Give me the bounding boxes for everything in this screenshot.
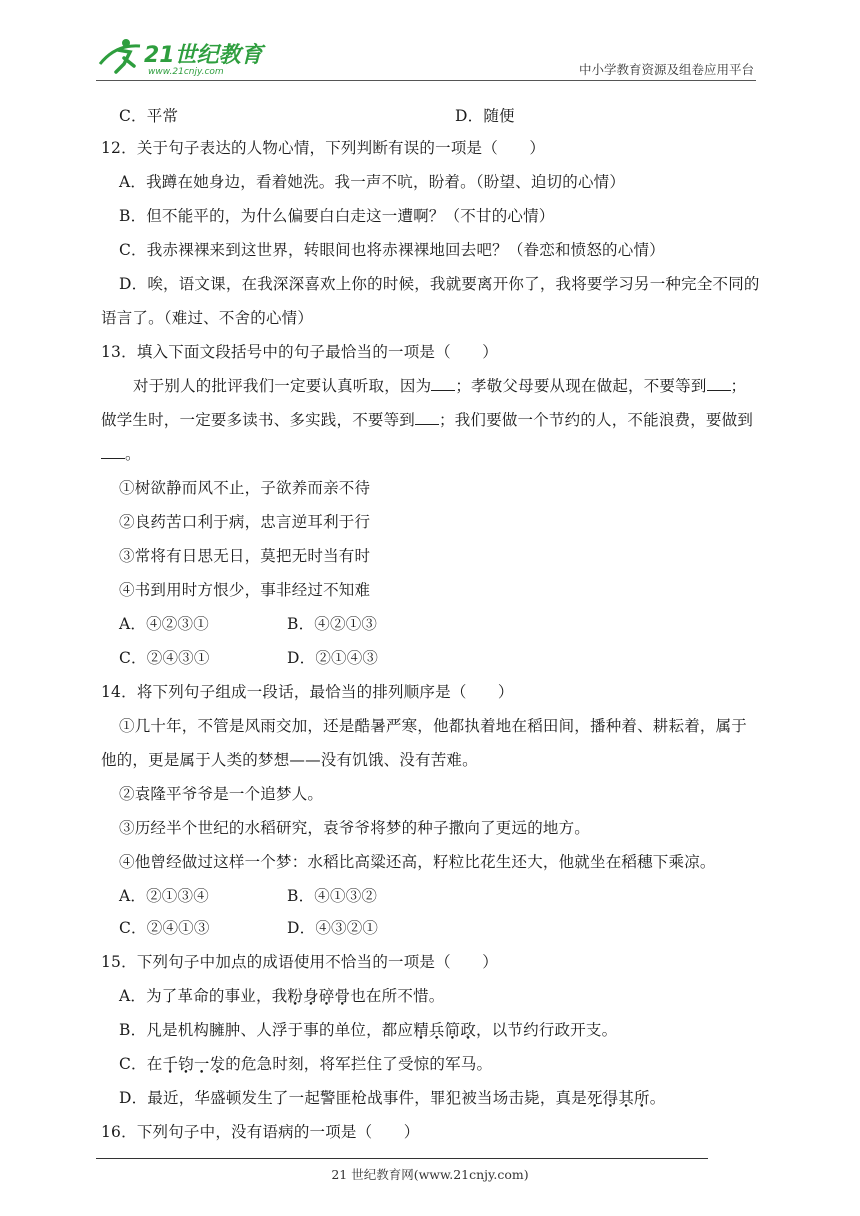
text-segment: 14．将下列句子组成一段话，最恰当的排列顺序是（ ） bbox=[101, 683, 514, 701]
text-line bbox=[119, 240, 665, 260]
text-line bbox=[119, 614, 209, 634]
text-segment: ①树欲静而风不止，子欲养而亲不待 bbox=[119, 479, 371, 497]
text-segment: 15．下列句子中加点的成语使用不恰当的一项是（ ） bbox=[101, 953, 498, 971]
text-segment: 对于别人的批评我们一定要认真听取，因为 bbox=[133, 377, 432, 395]
fill-in-blank bbox=[415, 410, 439, 425]
text-line bbox=[101, 682, 514, 702]
text-segment: 语言了。（难过、不舍的心情） bbox=[101, 309, 314, 327]
text-line bbox=[119, 478, 370, 498]
text-line bbox=[119, 986, 444, 1006]
text-segment: D．唉，语文课，在我深深喜欢上你的时候，我就要离开你了，我将要学习另一种完全不同的 bbox=[119, 275, 760, 293]
footer-divider bbox=[96, 1158, 708, 1159]
fill-in-blank bbox=[707, 376, 731, 391]
text-line bbox=[119, 716, 747, 736]
dotted-idiom: 精兵简政 bbox=[413, 1021, 477, 1039]
text-line bbox=[119, 648, 210, 668]
dotted-idiom: 粉身碎骨 bbox=[287, 987, 351, 1005]
text-line bbox=[101, 138, 545, 158]
text-segment: D．④③②① bbox=[287, 919, 379, 937]
fill-in-blank bbox=[431, 376, 455, 391]
text-line bbox=[119, 512, 370, 532]
text-line bbox=[119, 546, 370, 566]
text-segment: C．在 bbox=[119, 1055, 163, 1073]
page-header bbox=[96, 34, 756, 82]
text-segment: 他的，更是属于人类的梦想——没有饥饿、没有苦难。 bbox=[101, 751, 478, 769]
dotted-idiom: 千钧一发 bbox=[162, 1055, 226, 1073]
logo-text: 21世纪教育 bbox=[144, 43, 263, 68]
text-segment: ④他曾经做过这样一个梦：水稻比高粱还高，籽粒比花生还大，他就坐在稻穗下乘凉。 bbox=[119, 853, 716, 871]
text-segment: ③历经半个世纪的水稻研究，袁爷爷将梦的种子撒向了更远的地方。 bbox=[119, 819, 591, 837]
text-segment: A．为了革命的事业，我 bbox=[119, 987, 288, 1005]
text-line bbox=[119, 274, 760, 294]
text-segment: A．②①③④ bbox=[119, 887, 209, 905]
text-segment: A．④②③① bbox=[119, 615, 209, 633]
text-segment: C．②④③① bbox=[119, 649, 210, 667]
text-line bbox=[101, 1122, 419, 1142]
text-line bbox=[119, 886, 209, 906]
dotted-idiom: 死得其所 bbox=[586, 1089, 650, 1107]
text-segment: 。 bbox=[649, 1089, 666, 1107]
text-line bbox=[133, 376, 746, 396]
text-segment: ； bbox=[730, 377, 747, 395]
text-segment: 。 bbox=[125, 445, 141, 463]
text-segment: 12．关于句子表达的人物心情，下列判断有误的一项是（ ） bbox=[101, 139, 546, 157]
text-line bbox=[119, 918, 210, 938]
text-segment: 16．下列句子中，没有语病的一项是（ ） bbox=[101, 1123, 420, 1141]
text-line bbox=[119, 852, 716, 872]
text-line bbox=[119, 818, 590, 838]
text-segment: B．凡是机构臃肿、人浮于事的单位，都应 bbox=[119, 1021, 414, 1039]
text-segment: 也在所不惜。 bbox=[350, 987, 445, 1005]
text-segment: ④书到用时方恨少，事非经过不知难 bbox=[119, 581, 371, 599]
text-line bbox=[119, 172, 625, 192]
logo-url: www.21cnjy.com bbox=[148, 67, 224, 77]
fill-in-blank bbox=[101, 444, 125, 459]
text-line bbox=[119, 106, 178, 126]
text-line bbox=[101, 308, 313, 328]
text-segment: ，以节约行政开支。 bbox=[476, 1021, 618, 1039]
text-line bbox=[287, 648, 378, 668]
text-line bbox=[287, 918, 378, 938]
text-line bbox=[101, 410, 753, 430]
text-line bbox=[101, 750, 478, 770]
text-line bbox=[119, 206, 555, 226]
text-line bbox=[119, 1088, 665, 1108]
text-segment: ；孝敬父母要从现在做起，不要等到 bbox=[455, 377, 707, 395]
text-segment: 的危急时刻，将军拦住了受惊的军马。 bbox=[225, 1055, 493, 1073]
text-segment: D．最近，华盛顿发生了一起警匪枪战事件，罪犯被当场击毙，真是 bbox=[119, 1089, 587, 1107]
text-segment: B．④①③② bbox=[287, 887, 378, 905]
text-segment: ；我们要做一个节约的人，不能浪费，要做到 bbox=[439, 411, 754, 429]
text-segment: D．②①④③ bbox=[287, 649, 379, 667]
text-segment: C．平常 bbox=[119, 107, 179, 125]
text-segment: ③常将有日思无日，莫把无时当有时 bbox=[119, 547, 371, 565]
text-segment: 做学生时，一定要多读书、多实践，不要等到 bbox=[101, 411, 416, 429]
text-segment: ②良药苦口利于病，忠言逆耳利于行 bbox=[119, 513, 371, 531]
text-segment: B．④②①③ bbox=[287, 615, 378, 633]
text-segment: C．我赤裸裸来到这世界，转眼间也将赤裸裸地回去吧？（眷恋和愤怒的心情） bbox=[119, 241, 665, 259]
footer-text: 21 世纪教育网(www.21cnjy.com) bbox=[331, 1167, 529, 1182]
site-logo bbox=[96, 34, 266, 78]
header-platform-text: 中小学教育资源及组卷应用平台 bbox=[578, 62, 754, 77]
text-line bbox=[287, 614, 377, 634]
text-segment: 13．填入下面文段括号中的句子最恰当的一项是（ ） bbox=[101, 343, 498, 361]
text-segment: B．但不能平的，为什么偏要白白走这一遭啊？（不甘的心情） bbox=[119, 207, 555, 225]
text-segment: D．随便 bbox=[455, 107, 515, 125]
text-line bbox=[101, 444, 141, 464]
text-segment: ①几十年，不管是风雨交加，还是酷暑严寒，他都执着地在稻田间，播种着、耕耘着，属于 bbox=[119, 717, 748, 735]
text-line bbox=[119, 784, 323, 804]
text-line bbox=[455, 106, 515, 126]
text-segment: ②袁隆平爷爷是一个追梦人。 bbox=[119, 785, 324, 803]
text-line bbox=[119, 1020, 617, 1040]
text-line bbox=[119, 580, 370, 600]
text-line bbox=[101, 342, 498, 362]
header-divider bbox=[96, 80, 756, 81]
text-segment: A．我蹲在她身边，看着她洗。我一声不吭，盼着。（盼望、迫切的心情） bbox=[119, 173, 626, 191]
text-line bbox=[287, 886, 377, 906]
text-line bbox=[119, 1054, 492, 1074]
text-segment: C．②④①③ bbox=[119, 919, 210, 937]
text-line bbox=[101, 952, 498, 972]
